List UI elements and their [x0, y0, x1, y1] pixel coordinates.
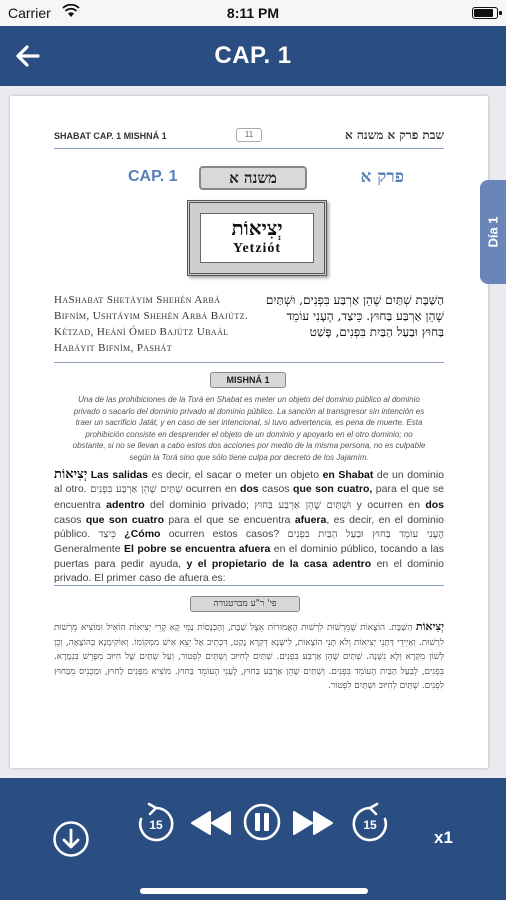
- skip-forward-seconds: 15: [363, 818, 377, 832]
- running-head-right: שבת פרק א משנה א: [345, 128, 444, 142]
- rav-lead-word: יְצִיאוֹת: [415, 620, 444, 633]
- commentary-text: es decir, el sacar o meter un objeto: [147, 469, 323, 481]
- commentary-bold: que son cuatro,: [293, 483, 373, 496]
- title-hebrew: יְצִיאוֹת: [231, 216, 283, 240]
- commentary-bold: ¿Cómo: [124, 528, 161, 541]
- commentary-text: en el dominio privado. El primer caso de afuera es:: [54, 557, 444, 585]
- home-indicator: [140, 888, 368, 894]
- transliteration-text: HaShabat Shetáyim Shehén Arbá Bifním, Ushtáyim Shehén Arbá Bajútz. Kétzad, Heání Ómed Bajútz Ubaál Habáyit Bifním, Pashát: [54, 294, 249, 354]
- commentary-bold: y el propietario de la casa adentro: [186, 557, 372, 570]
- fast-forward-icon[interactable]: [292, 808, 334, 838]
- commentary-text: ocurren en: [182, 483, 240, 496]
- book-page[interactable]: [10, 96, 488, 768]
- rewind-icon[interactable]: [190, 808, 232, 838]
- chapter-title: CAP. 1: [214, 42, 292, 69]
- top-navbar: [0, 26, 506, 86]
- pause-icon[interactable]: [242, 802, 282, 842]
- tractate-title-plaque: [187, 200, 327, 276]
- commentary-bold: dos: [425, 498, 445, 511]
- day-tab-label: Día 1: [485, 216, 501, 248]
- perek-heading: פרק א: [360, 167, 404, 187]
- hebrew-mishna-text: הַשַּׁבָּת שְׁתַּיִם שֶׁהֵן אַרְבַּע בִּפְנִים, וּשְׁתַּיִם שֶׁהֵן אַרְבַּע בַּחוּץ. כֵּיצַד, הֶעָנִי עוֹמֵד בַּחוּץ וּבַעַל הַבַּיִת בִּפְנִים, פָּשַׁט: [265, 293, 444, 339]
- rav-body: הַשַּׁבָּת. הוֹצָאוֹת שֶׁמֵּרְשׁוּת לִרְשׁוּת הָאֲמוּרוֹת אֵצֶל שַׁבָּת, וְהַכְנָסוֹת נַמֵּי קָא קָרֵי יְצִיאוֹת הוֹאִיל וּמוֹצִיא מֵרְשׁוּת לִרְשׁוּת. וְאַיְידֵי דְּתָנֵי יְצִיאוֹת וְלֹא תָּנֵי הוֹצָאוֹת, לִישָּׁנָא דְּקְרָא נָקַט, דִּכְתִיב אַל יֵצֵא אִישׁ מִמְּקוֹמוֹ. וְאוֹקִימְנָא בְּהוֹצָאָה, וְכֵן לְשׁוֹן מִקְרָא וְלָא נִשְׁנָה. שְׁתַּיִם שֶׁהֵן אַרְבַּע בִּפְנִים. שְׁתַּיִם לְחִיּוּב וְשְׁתַּיִם לִפְטוֹר, וְעַל שְׁתַּיִם שֶׁל חִיּוּב מִפָּרֵשׁ בִּגְמָרָא. בִּפְנִים, לְבַעַל הַבַּיִת הָעוֹמֵד בִּפְנִים. וְשְׁתַּיִם שֶׁהֵן אַרְבַּע בַּחוּץ, לֶעָנִי הָעוֹמֵד בַּחוּץ. מוֹצִיא מִפָּנִים לַחוּץ, וּמַכְנִיס מִבַּחוּץ לִפְנִים. שְׁתַּיִם לְחִיּוּב וּשְׁתַּיִם לִפְטוֹר.: [54, 623, 444, 691]
- commentary-bold: afuera: [294, 513, 327, 526]
- battery-icon: [472, 7, 498, 19]
- download-icon[interactable]: [52, 820, 90, 858]
- commentary-hebrew: הֶעָנִי עוֹמֵד בַּחוּץ וּבַעַל הַבַּיִת בִּפְנִים: [287, 529, 444, 541]
- rav-commentary-badge: פי' ר"ע מברטנורה: [190, 596, 300, 612]
- commentary-text: y ocurren en: [351, 498, 426, 511]
- commentary-bold: dos: [239, 483, 259, 496]
- spanish-commentary: [54, 468, 444, 585]
- commentary-bold: en Shabat: [322, 469, 374, 481]
- title-latin: Yetziót: [232, 241, 282, 256]
- commentary-text: Generalmente: [54, 543, 124, 556]
- commentary-hebrew: וּשְׁתַּיִם שֶׁהֵן אַרְבַּע בַּחוּץ: [254, 499, 352, 511]
- status-bar: [0, 0, 506, 26]
- playback-speed-button[interactable]: x1: [434, 828, 453, 847]
- commentary-text: para el que se encuentra: [54, 483, 444, 511]
- chapter-heading-row: [54, 166, 444, 192]
- day-tab[interactable]: [480, 180, 506, 284]
- skip-forward-15-icon[interactable]: [348, 802, 392, 846]
- running-head-left: SHABAT CAP. 1 MISHNÁ 1: [54, 131, 167, 141]
- header-rule: [54, 148, 444, 149]
- mishna-heading-box: משנה א: [199, 166, 307, 190]
- commentary-text: de un dominio al otro.: [54, 469, 444, 496]
- page-number: 11: [236, 128, 262, 142]
- skip-back-seconds: 15: [149, 818, 163, 832]
- skip-back-15-icon[interactable]: [134, 802, 178, 846]
- mishna-rule: [54, 362, 444, 363]
- commentary-hebrew-lead: יְצִיאוֹת: [54, 467, 88, 482]
- commentary-rule: [54, 585, 444, 586]
- chapter-label: CAP. 1: [128, 168, 178, 185]
- commentary-bold: que son cuatro: [85, 513, 165, 526]
- commentary-text: para el que se encuentra: [164, 513, 295, 526]
- commentary-text: en el dominio público, tocando a las puertas para pedir ayuda,: [54, 543, 444, 570]
- intro-paragraph: Una de las prohibiciones de la Torá en Shabat es meter un objeto del dominio público al dominio privado o sacarlo del dominio privado al dominio público. La sanción al transgresor sin intención es traer un sacrificio Jatát, y en caso de ser intencional, si tuvo advertencia, es pena de muerte. Esta prohibición consiste en desprender el objeto de un dominio y apoyarlo en el otro dominio; no obstante, si no se llevan a cabo estos dos acciones por medio de la misma persona, no es culpable según la Torá sino que sólo tiene culpa por decreto de los Jajamím.: [72, 395, 426, 462]
- carrier-label: Carrier: [8, 5, 51, 21]
- status-time: 8:11 PM: [226, 5, 280, 21]
- commentary-text: , es decir, en el dominio público.: [54, 513, 445, 541]
- commentary-hebrew: שְׁתַּיִם שֶׁהֵן אַרְבַּע בִּפְנִים: [90, 484, 183, 496]
- commentary-hebrew: כֵּיצַד: [98, 529, 117, 541]
- commentary-bold: adentro: [106, 498, 145, 511]
- commentary-text: ocurren estos casos?: [160, 528, 288, 541]
- mishna-number-badge: MISHNÁ 1: [210, 372, 286, 388]
- page-viewer[interactable]: [0, 86, 506, 778]
- commentary-text: casos: [54, 513, 86, 526]
- commentary-text: del dominio privado;: [144, 498, 255, 511]
- commentary-bold: Las salidas: [90, 469, 148, 481]
- commentary-text: casos: [258, 483, 294, 496]
- rav-commentary-text: [54, 620, 444, 694]
- commentary-bold: El pobre se encuentra afuera: [124, 543, 271, 556]
- running-head: [54, 128, 444, 144]
- mishna-text-block: [54, 292, 444, 358]
- audio-player: [0, 778, 506, 900]
